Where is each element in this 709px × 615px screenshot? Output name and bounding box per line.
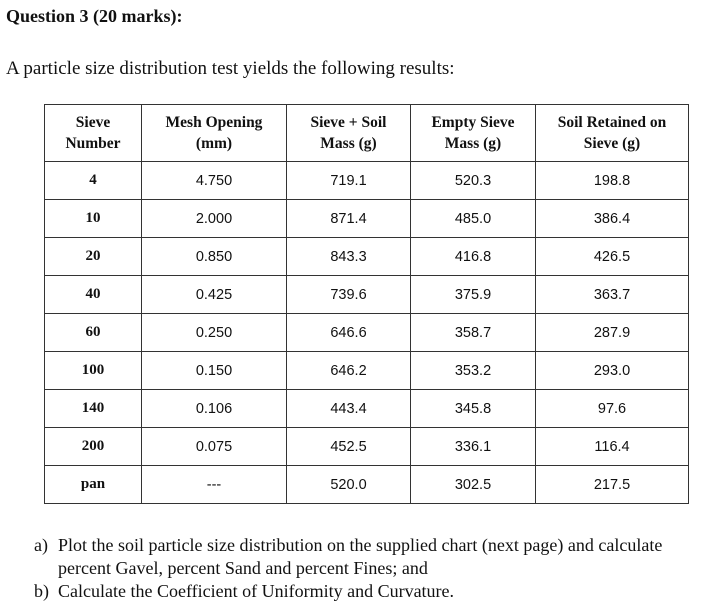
table-row — [45, 276, 689, 314]
soil-retained-cell: 217.5 — [536, 466, 689, 504]
table-row — [45, 428, 689, 466]
soil-retained-cell: 363.7 — [536, 276, 689, 314]
table-row — [45, 314, 689, 352]
soil-retained-cell: 198.8 — [536, 162, 689, 200]
mesh-opening-cell: 0.106 — [142, 390, 287, 428]
soil-retained-cell: 386.4 — [536, 200, 689, 238]
table-row — [45, 238, 689, 276]
task-marker: a) — [34, 535, 48, 555]
sieve-number-cell: 20 — [45, 238, 142, 276]
sieve-number-cell: 200 — [45, 428, 142, 466]
sieve-soil-mass-cell: 871.4 — [287, 200, 411, 238]
mesh-opening-cell: 0.425 — [142, 276, 287, 314]
header-empty-sieve-mass: Empty Sieve Mass (g) — [411, 105, 536, 162]
empty-sieve-mass-cell: 358.7 — [411, 314, 536, 352]
mesh-opening-cell: 4.750 — [142, 162, 287, 200]
table-header-row — [45, 105, 689, 162]
sieve-number-cell: pan — [45, 466, 142, 504]
task-marker: b) — [34, 581, 49, 601]
mesh-opening-cell: 0.150 — [142, 352, 287, 390]
table-row — [45, 162, 689, 200]
sieve-number-cell: 10 — [45, 200, 142, 238]
mesh-opening-cell: 0.250 — [142, 314, 287, 352]
soil-retained-cell: 97.6 — [536, 390, 689, 428]
sieve-number-cell: 60 — [45, 314, 142, 352]
table-row — [45, 466, 689, 504]
sieve-number-cell: 100 — [45, 352, 142, 390]
mesh-opening-cell: --- — [142, 466, 287, 504]
sieve-soil-mass-cell: 443.4 — [287, 390, 411, 428]
header-sieve-soil-mass: Sieve + Soil Mass (g) — [287, 105, 411, 162]
empty-sieve-mass-cell: 485.0 — [411, 200, 536, 238]
sieve-number-cell: 140 — [45, 390, 142, 428]
mesh-opening-cell: 0.850 — [142, 238, 287, 276]
task-item-a — [34, 534, 704, 580]
header-soil-retained: Soil Retained on Sieve (g) — [536, 105, 689, 162]
empty-sieve-mass-cell: 345.8 — [411, 390, 536, 428]
mesh-opening-cell: 2.000 — [142, 200, 287, 238]
sieve-soil-mass-cell: 646.2 — [287, 352, 411, 390]
sieve-results-table — [44, 104, 689, 504]
sieve-soil-mass-cell: 719.1 — [287, 162, 411, 200]
soil-retained-cell: 287.9 — [536, 314, 689, 352]
empty-sieve-mass-cell: 416.8 — [411, 238, 536, 276]
table-row — [45, 200, 689, 238]
mesh-opening-cell: 0.075 — [142, 428, 287, 466]
empty-sieve-mass-cell: 520.3 — [411, 162, 536, 200]
sieve-soil-mass-cell: 843.3 — [287, 238, 411, 276]
sieve-soil-mass-cell: 520.0 — [287, 466, 411, 504]
empty-sieve-mass-cell: 302.5 — [411, 466, 536, 504]
task-list — [34, 534, 704, 603]
empty-sieve-mass-cell: 353.2 — [411, 352, 536, 390]
question-intro: A particle size distribution test yields the following results: — [6, 58, 455, 79]
table-row — [45, 390, 689, 428]
sieve-soil-mass-cell: 646.6 — [287, 314, 411, 352]
sieve-number-cell: 40 — [45, 276, 142, 314]
task-text: Plot the soil particle size distribution on the supplied chart (next page) and calculate percent Gavel, percent Sand and percent Fines; and — [58, 535, 663, 578]
empty-sieve-mass-cell: 336.1 — [411, 428, 536, 466]
task-item-b — [34, 580, 704, 603]
sieve-soil-mass-cell: 452.5 — [287, 428, 411, 466]
sieve-soil-mass-cell: 739.6 — [287, 276, 411, 314]
task-text: Calculate the Coefficient of Uniformity and Curvature. — [58, 581, 455, 601]
soil-retained-cell: 293.0 — [536, 352, 689, 390]
header-sieve-number: Sieve Number — [45, 105, 142, 162]
soil-retained-cell: 426.5 — [536, 238, 689, 276]
question-title: Question 3 (20 marks): — [6, 6, 183, 26]
empty-sieve-mass-cell: 375.9 — [411, 276, 536, 314]
soil-retained-cell: 116.4 — [536, 428, 689, 466]
table-row — [45, 352, 689, 390]
sieve-number-cell: 4 — [45, 162, 142, 200]
header-mesh-opening: Mesh Opening (mm) — [142, 105, 287, 162]
